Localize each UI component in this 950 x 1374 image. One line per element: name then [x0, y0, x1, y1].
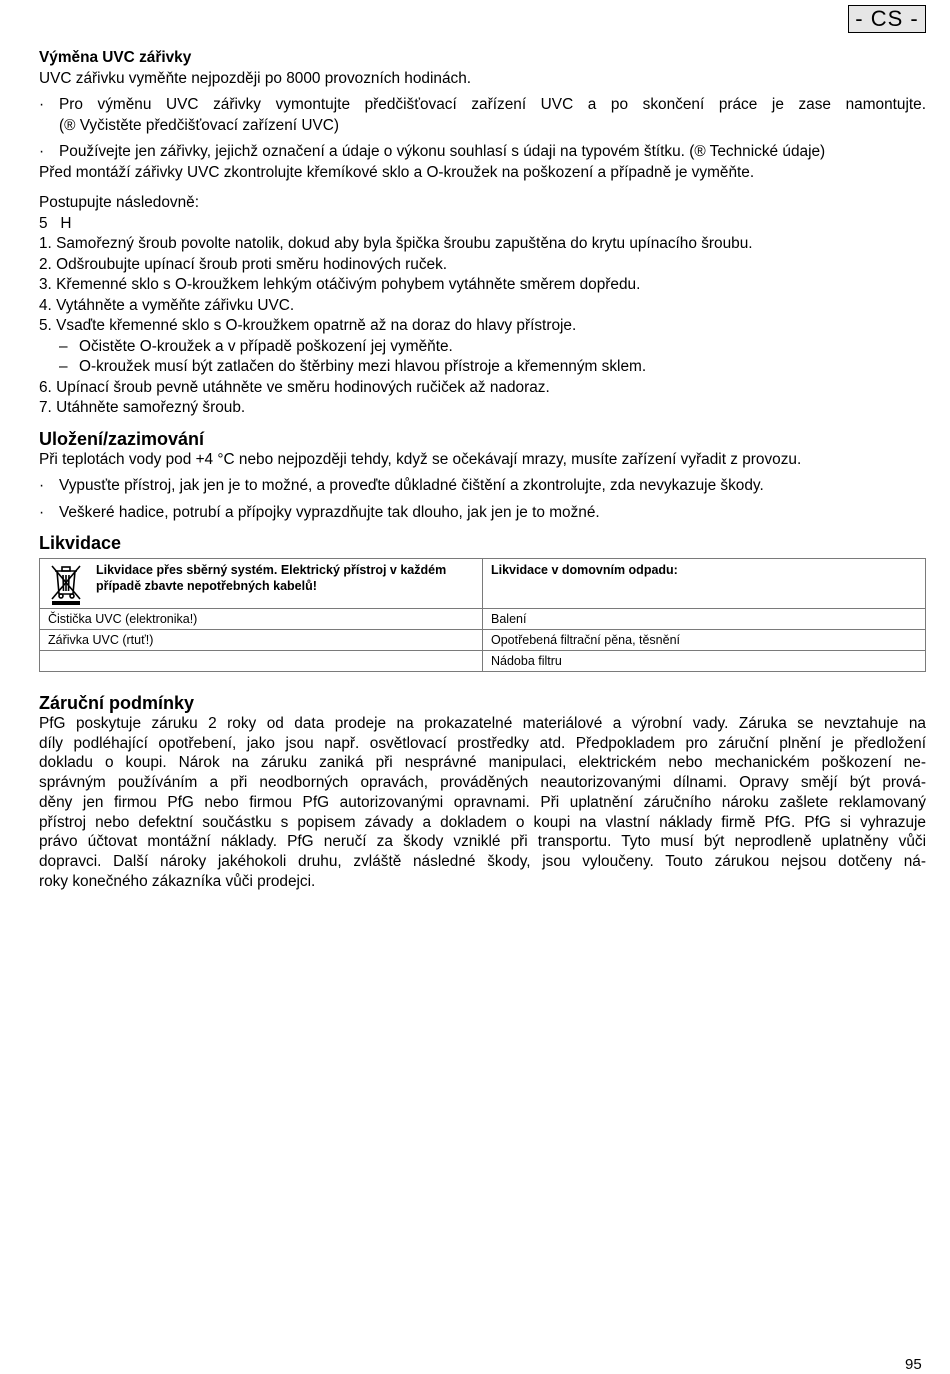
table-row [40, 559, 926, 609]
uvc-check-note: Před montáží zářivky UVC zkontrolujte křemíkové sklo a O-kroužek na poškození a případně je vyměňte. [39, 163, 755, 181]
bullet-dot: · [39, 503, 45, 521]
uvc-substep-2-text: O-kroužek musí být zatlačen do štěrbiny mezi hlavou přístroje a křemenným sklem. [79, 358, 647, 375]
uvc-intro: UVC zářivku vyměňte nejpozději po 8000 provozních hodinách. [39, 69, 472, 87]
table-cell [40, 651, 483, 672]
bullet-dot: · [39, 477, 45, 494]
table-cell: Zářivka UVC (rtuť!) [40, 630, 483, 651]
disposal-household-header: Likvidace v domovním odpadu: [483, 559, 926, 609]
table-row [40, 651, 926, 672]
uvc-step-5: 5. Vsaďte křemenné sklo s O-kroužkem opatrně až na doraz do hlavy přístroje. [39, 317, 577, 334]
uvc-bullet-1-line-2: (® Vyčistěte předčišťovací zařízení UVC) [59, 116, 339, 134]
uvc-step-6: 6. Upínací šroub pevně utáhněte ve směru hodinových ručiček až nadoraz. [39, 378, 550, 396]
table-row [40, 630, 926, 651]
uvc-substep-1: – Očistěte O-kroužek a v případě poškození jej vyměňte. [59, 337, 453, 355]
uvc-section-title: Výměna UVC zářivky [39, 49, 192, 66]
storage-section-title: Uložení/zazimování [39, 428, 205, 449]
uvc-figure-ref: 5 H [39, 214, 72, 232]
storage-bullet-2 [39, 503, 926, 524]
warranty-line: dokladu o koupi. Nárok na záruku zaniká při nesprávné manipulaci, elektrickém nebo mechanickém poškození ne- [39, 754, 926, 772]
uvc-proceed: Postupujte následovně: [39, 194, 200, 211]
disposal-collection-header-line-2: případě zbavte nepotřebných kabelů! [96, 579, 317, 593]
warranty-line: právo účtovat montážní náklady. PfG neručí za škody vzniklé při transportu. Tyto musí být neprodleně uplatněny vůči [39, 833, 926, 851]
warranty-line: přístroj nebo defektní součástku s popisem závady a dokladem o koupi na vlastní náklady firmě PfG. PfG si vyhrazuje [39, 813, 926, 831]
uvc-bullet-1 [39, 95, 926, 116]
storage-bullet-2-text: Veškeré hadice, potrubí a přípojky vyprazdňujte tak dlouho, jak jen je to možné. [59, 503, 600, 521]
table-cell: Balení [483, 609, 926, 630]
page-content [39, 48, 926, 891]
language-tag: - CS - [848, 5, 926, 33]
warranty-paragraph [39, 714, 926, 891]
table-cell: Nádoba filtru [483, 651, 926, 672]
uvc-step-4: 4. Vytáhněte a vyměňte zářivku UVC. [39, 296, 295, 314]
uvc-substep-1-text: Očistěte O-kroužek a v případě poškození jej vyměňte. [79, 337, 453, 355]
warranty-line: správným používáním a při neodborných opravách, prováděných neautorizovanými dílnami. Opravy smějí být prová- [39, 774, 926, 792]
storage-intro: Při teplotách vody pod +4 °C nebo nejpozději tehdy, když se očekávají mrazy, musíte zařízení vyřadit z provozu. [39, 450, 802, 468]
crossed-bin-icon [46, 562, 86, 606]
uvc-substep-2: – O-kroužek musí být zatlačen do štěrbiny mezi hlavou přístroje a křemenným sklem. [59, 358, 647, 375]
storage-bullet-1-text: Vypusťte přístroj, jak jen je to možné, a proveďte důkladné čištění a zkontrolujte, zda nevykazuje škody. [59, 477, 764, 494]
warranty-line: roky konečného zákazníka vůči prodejci. [39, 872, 316, 890]
disposal-table [39, 558, 926, 672]
bullet-dot: · [39, 96, 45, 113]
disposal-section-title: Likvidace [39, 533, 122, 553]
uvc-bullet-2-text: Používejte jen zářivky, jejichž označení a údaje o výkonu souhlasí s údaji na typovém štítku. (® Technické údaje) [59, 143, 826, 160]
table-cell: Opotřebená filtrační pěna, těsnění [483, 630, 926, 651]
uvc-step-7: 7. Utáhněte samořezný šroub. [39, 399, 246, 416]
page-number: 95 [905, 1356, 922, 1373]
warranty-line: dopravci. Další nároky jakéhokoli druhu, zvláště následné škody, jsou vyloučeny. Touto zárukou nejsou dotčeny ná- [39, 852, 926, 870]
table-cell: Čistička UVC (elektronika!) [40, 609, 483, 630]
uvc-bullet-1-line-1: Pro výměnu UVC zářivky vymontujte předčišťovací zařízení UVC a po skončení práce je zase namontujte. [59, 96, 926, 113]
disposal-collection-header [40, 559, 483, 609]
uvc-bullet-2 [39, 142, 926, 163]
table-row [40, 609, 926, 630]
bullet-dot: · [39, 143, 45, 160]
warranty-line: PfG poskytuje záruku 2 roky od data prodeje na prokazatelné materiálové a výrobní vady. Záruka se nevztahuje na [39, 715, 926, 732]
disposal-collection-header-line-1: Likvidace přes sběrný systém. Elektrický přístroj v každém [96, 563, 447, 577]
uvc-step-1: 1. Samořezný šroub povolte natolik, dokud aby byla špička šroubu zapuštěna do krytu upínacího šroubu. [39, 235, 753, 252]
warranty-line: díly podléhající opotřebení, jako jsou např. osvětlovací prostředky atd. Předpokladem pro záruční plnění je předložení [39, 734, 926, 752]
warranty-line: děny jen firmou PfG nebo firmou PfG autorizovanými opravnami. Při uplatnění záručního nároku zašlete reklamovaný [39, 793, 926, 811]
warranty-section-title: Záruční podmínky [39, 693, 195, 713]
uvc-step-3: 3. Křemenné sklo s O-kroužkem lehkým otáčivým pohybem vytáhněte směrem dopředu. [39, 276, 641, 293]
storage-bullet-1 [39, 476, 926, 497]
uvc-step-2: 2. Odšroubujte upínací šroub proti směru hodinových ruček. [39, 255, 448, 273]
